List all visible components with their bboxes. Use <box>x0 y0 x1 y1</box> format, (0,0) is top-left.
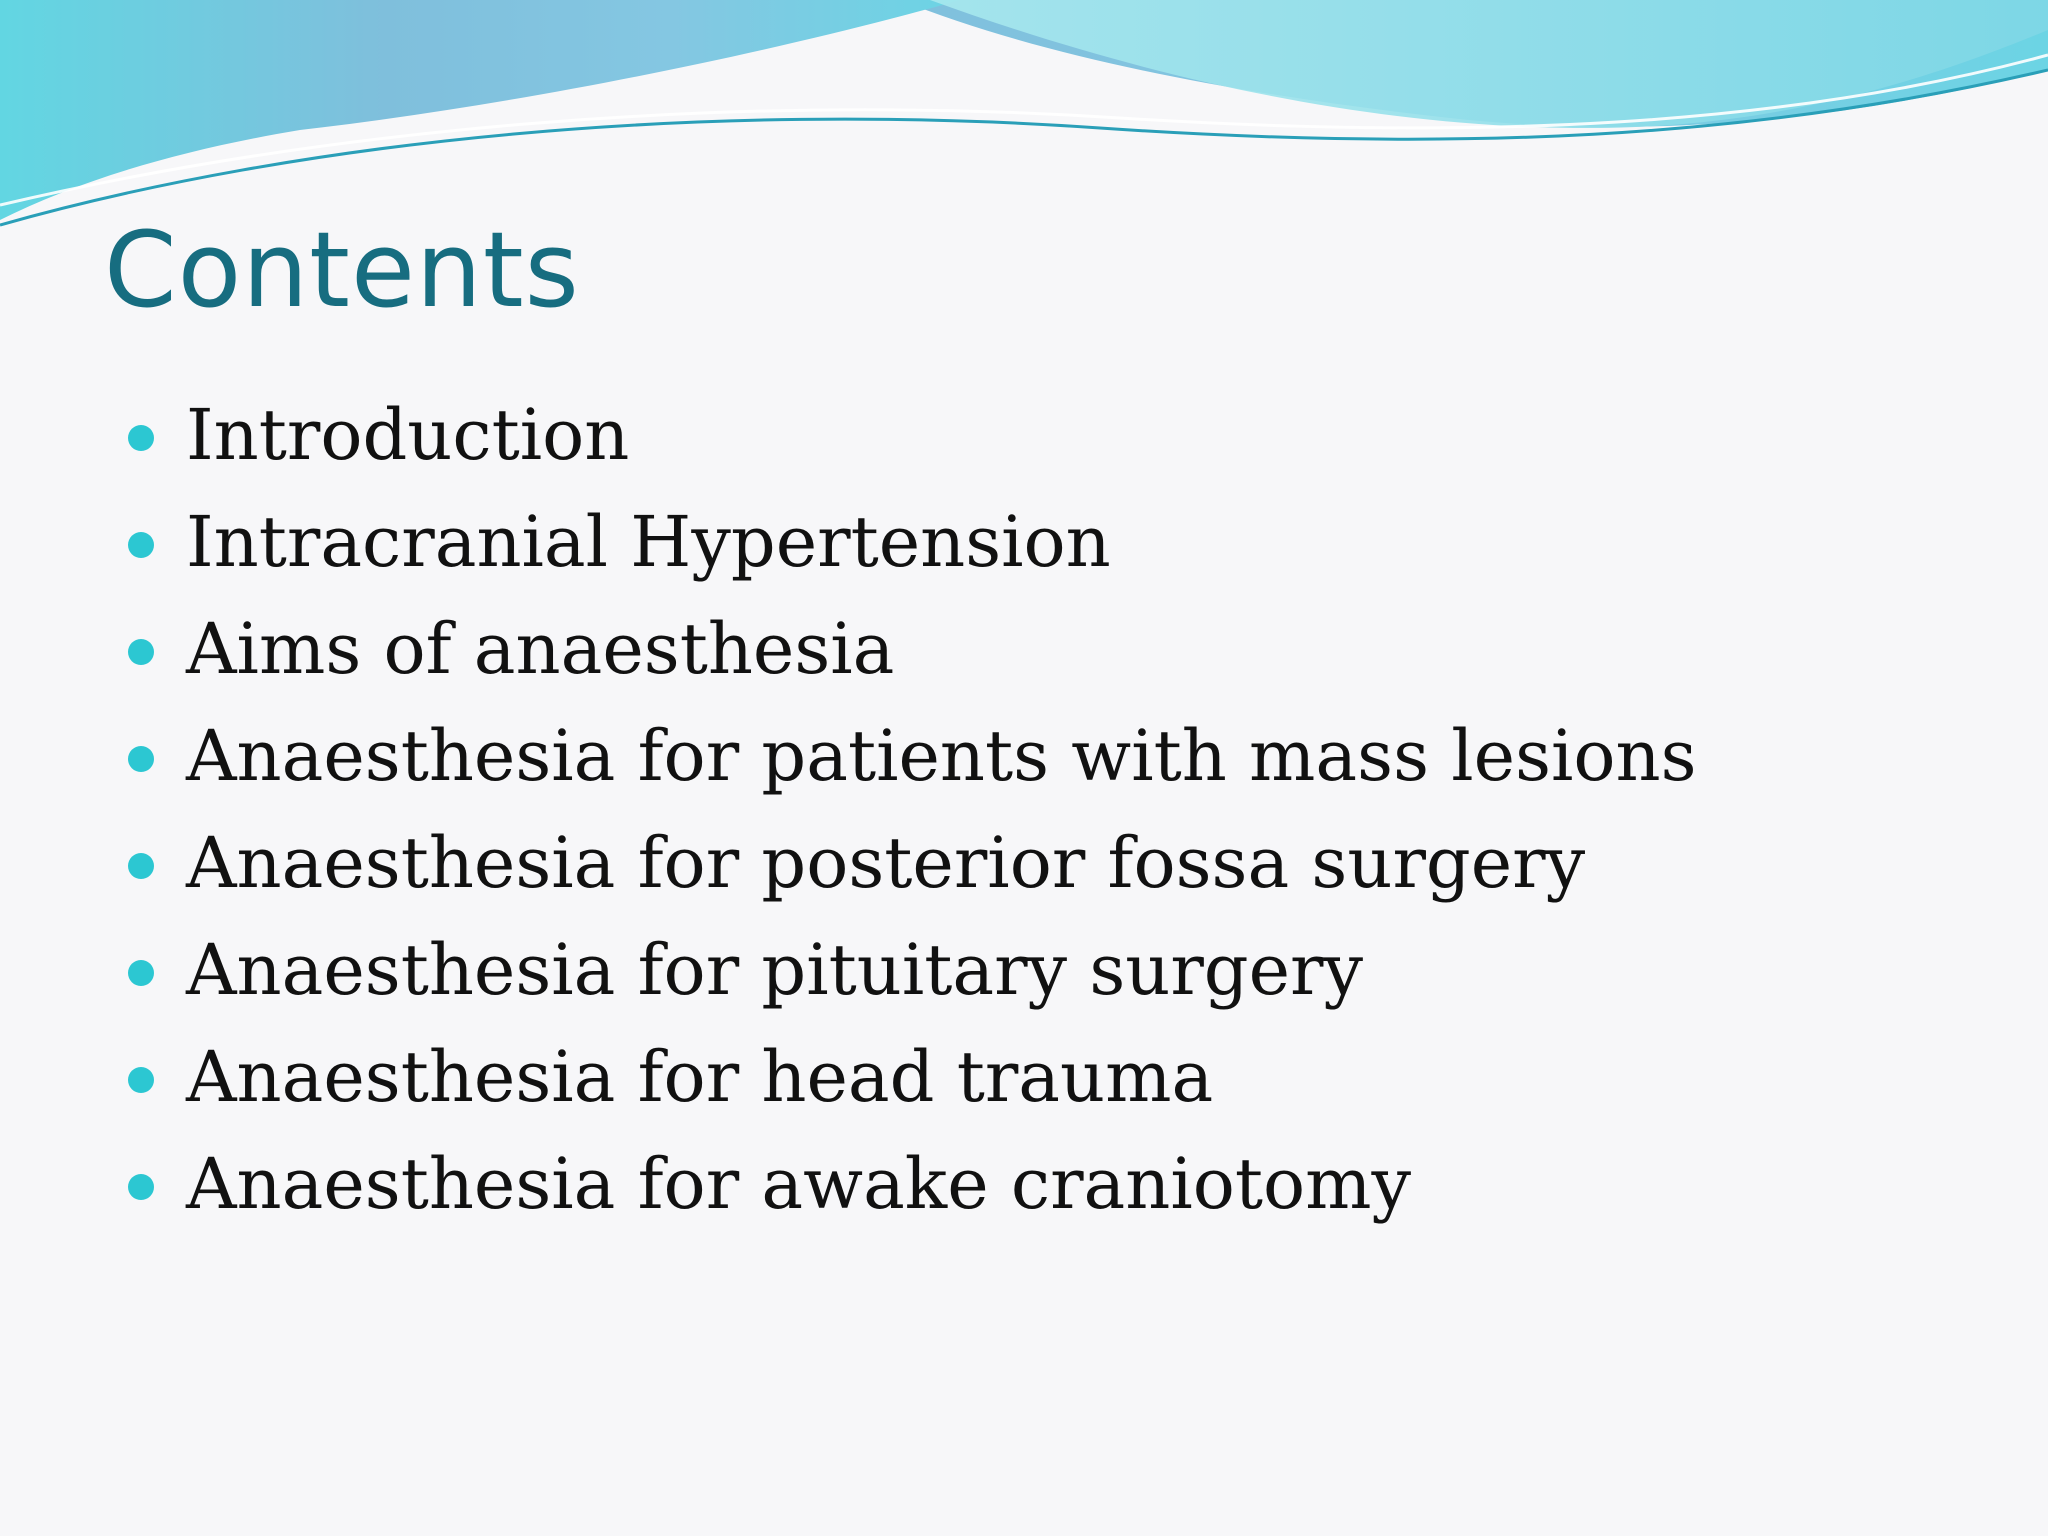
list-item-label: Anaesthesia for head trauma <box>186 1036 1214 1118</box>
list-item <box>128 596 1697 703</box>
bullet-icon <box>128 1174 154 1200</box>
list-item <box>128 1024 1697 1131</box>
list-item-label: Aims of anaesthesia <box>186 608 895 690</box>
bullet-icon <box>128 960 154 986</box>
bullet-icon <box>128 853 154 879</box>
list-item-label: Intracranial Hypertension <box>186 501 1111 583</box>
wave-highlight <box>930 0 2048 128</box>
bullet-icon <box>128 425 154 451</box>
bullet-icon <box>128 1067 154 1093</box>
list-item <box>128 810 1697 917</box>
contents-list <box>128 382 1697 1238</box>
list-item <box>128 703 1697 810</box>
list-item-label: Anaesthesia for patients with mass lesions <box>186 715 1697 797</box>
list-item-label: Anaesthesia for pituitary surgery <box>186 929 1364 1011</box>
list-item <box>128 382 1697 489</box>
list-item <box>128 917 1697 1024</box>
slide-title: Contents <box>104 209 580 331</box>
list-item-label: Anaesthesia for posterior fossa surgery <box>186 822 1586 904</box>
list-item <box>128 489 1697 596</box>
wave-header-decoration <box>0 0 2048 240</box>
list-item <box>128 1131 1697 1238</box>
bullet-icon <box>128 532 154 558</box>
list-item-label: Introduction <box>186 394 630 476</box>
bullet-icon <box>128 639 154 665</box>
bullet-icon <box>128 746 154 772</box>
list-item-label: Anaesthesia for awake craniotomy <box>186 1143 1412 1225</box>
